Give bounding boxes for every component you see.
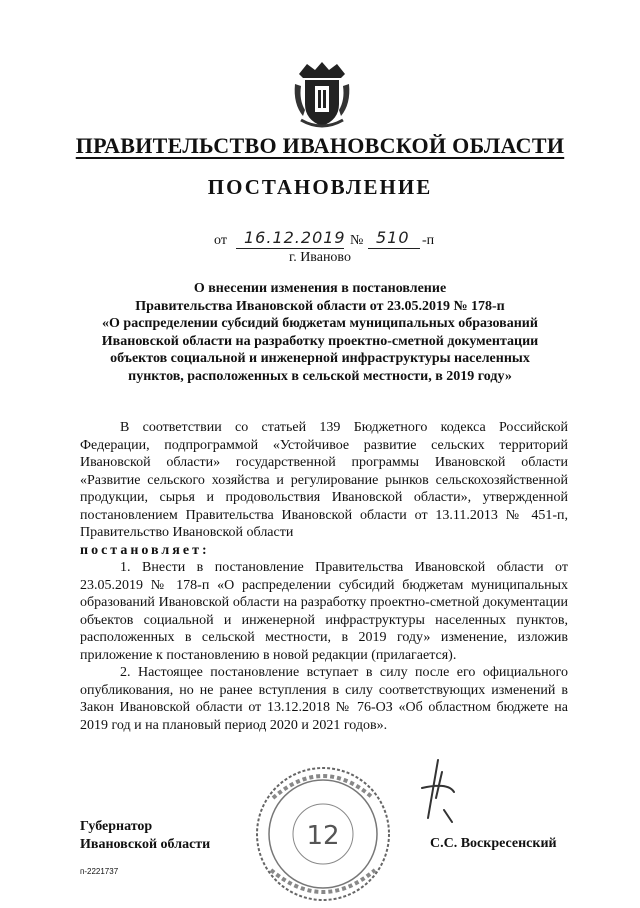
subject-line: Правительства Ивановской области от 23.05.2019 № 178-п [135,298,505,314]
subject-line: Ивановской области на разработку проектно-сметной документации [101,333,539,349]
subject-block [60,280,580,386]
official-seal-stamp [243,758,403,908]
stamp-number: 12 [306,821,340,851]
item-2-paragraph: 2. Настоящее постановление вступает в силу после его официального опубликования, но не ранее вступления в силу соответствующих изменений в Закон Ивановской области от 13.12.2018 № 76-ОЗ «Об областном бюджете на 2019 год и на плановый период 2020 и 2021 годов». [80,665,568,733]
subject-line: объектов социальной и инженерной инфраструктуры населенных [110,351,530,367]
signer-name: С.С. Воскресенский [430,836,557,851]
date-number-line [200,228,460,251]
number-suffix: -п [422,233,435,248]
handwritten-number: 510 [376,228,410,247]
signer-role-line: Ивановской области [80,837,211,852]
number-underline [368,248,420,249]
signer-role-line: Губернатор [80,819,153,834]
preamble-paragraph: В соответствии со статьей 139 Бюджетного кодекса Российской Федерации, подпрограммой «Устойчивое развитие сельских территорий Ивановской области» государственной программы Ивановской области «Развитие сельского хозяйства и регулирование рынков сельскохозяйственной продукции, сырья и продовольствия Ивановской области», утвержденной постановлением Правительства Ивановской области от 13.11.2013 № 451-п, Правительство Ивановской области [80,420,568,540]
from-label: от [214,233,227,248]
date-underline [236,248,344,249]
handwritten-date: 16.12.2019 [244,228,346,247]
number-label: № [350,233,364,248]
document-code: п-2221737 [80,867,119,876]
subject-line: пунктов, расположенных в сельской местности, в 2019 году» [128,368,512,384]
item-1-paragraph: 1. Внести в постановление Правительства Ивановской области от 23.05.2019 № 178-п «О распределении субсидий бюджетам муниципальных образований Ивановской области на разработку проектно-сметной документации объектов социальной и инженерной инфраструктуры населенных пунктов, расположенных в сельской местности, в 2019 году» изменение, изложив приложение к постановлению в новой редакции (прилагается). [80,560,568,663]
resolves-paragraph [80,542,568,560]
coat-of-arms-emblem [291,60,353,130]
government-title: ПРАВИТЕЛЬСТВО ИВАНОВСКОЙ ОБЛАСТИ [75,133,565,158]
signer-role [80,818,210,854]
document-type-title: ПОСТАНОВЛЕНИЕ [207,175,433,199]
document-body [80,419,568,734]
subject-line: «О распределении субсидий бюджетам муниципальных образований [102,316,538,332]
subject-line: О внесении изменения в постановление [193,281,447,296]
city: г. Иваново [289,250,351,265]
handwritten-signature [408,758,468,828]
resolves-word: постановляет: [80,542,210,558]
